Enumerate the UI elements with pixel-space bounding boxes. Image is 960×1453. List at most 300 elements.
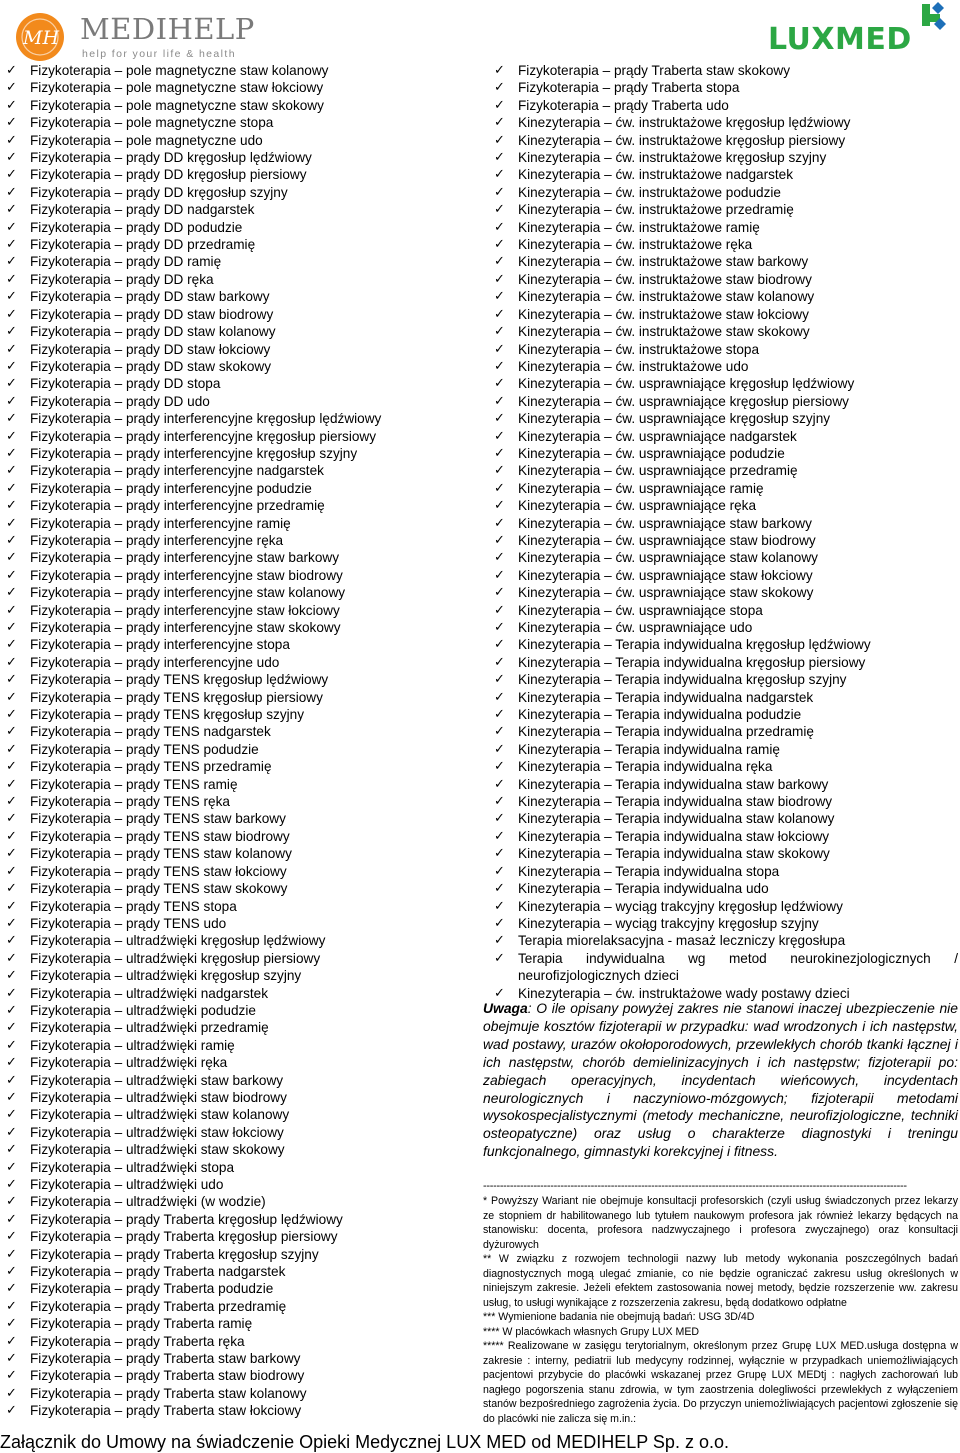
service-left-item [6,863,446,880]
check-mark-icon: ✓ [6,97,17,113]
service-left-item [6,323,446,340]
service-left-item-label: Fizykoterapia – ultradźwięki udo [30,1177,224,1192]
service-right-item [494,271,960,288]
check-mark-icon: ✓ [6,1177,17,1192]
service-left-item [6,932,446,949]
check-mark-icon: ✓ [494,393,505,409]
service-left-item-label: Fizykoterapia – prądy DD staw kolanowy [30,324,276,340]
service-right-item [494,184,960,201]
check-mark-icon: ✓ [6,237,17,253]
service-left-item-label: Fizykoterapia – pole magnetyczne udo [30,132,263,148]
service-left-item [6,741,446,758]
check-mark-icon: ✓ [6,846,17,862]
service-left-item-label: Fizykoterapia – prądy interferencyjne stopa [30,637,290,653]
service-left-item-label: Fizykoterapia – prądy TENS podudzie [30,741,259,757]
service-left-item [6,201,446,218]
check-mark-icon: ✓ [6,498,17,514]
service-left-item [6,271,446,288]
service-left-item-label: Fizykoterapia – ultradźwięki podudzie [30,1002,256,1018]
check-mark-icon: ✓ [6,150,17,166]
service-left-item-label: Fizykoterapia – prądy DD ramię [30,254,222,270]
note-text: : O ile opisany powyżej zakres nie stanowi inaczej ubezpieczenie nie obejmuje kosztów fizjoterapii w przypadku: wad wrodzonych i ich następstw, wad postawy, urazów okołoporodowych, przewlekłych chorób tkanki łącznej i ich następstw, chorób demielinizacyjnych i ich następstw; fizjoterapii po: zabiegach operacyjnych, incydentach wieńcowych, incydentach neurologicznych i naczyniowo-mózgowych; fizjoterapii metodami wysokospecjalistycznymi (metody mechaniczne, neurofizjologiczne, techniki osteopatyczne) oraz usług o charakterze diagnostyki i treningu funkcjonalnego, gimnastyki korekcyjnej i fitness. [483,1000,958,1160]
check-mark-icon: ✓ [6,1194,17,1210]
check-mark-icon: ✓ [6,985,17,1001]
service-right-item-label: Kinezyterapia – ćw. instruktażowe kręgosłup szyjny [518,150,827,166]
service-left-item [6,758,446,775]
service-right-item-label: Kinezyterapia – ćw. instruktażowe staw biodrowy [518,271,812,287]
service-right-item [494,428,960,445]
service-left-item [6,253,446,270]
check-mark-icon: ✓ [494,184,505,200]
service-right-item [494,741,960,758]
check-mark-icon: ✓ [6,515,17,531]
service-right-item-label: Kinezyterapia – Terapia indywidualna stopa [518,863,780,879]
check-mark-icon: ✓ [6,898,17,914]
service-right-item-label: Kinezyterapia – wyciąg trakcyjny kręgosłup lędźwiowy [518,898,843,914]
check-mark-icon: ✓ [494,411,505,427]
service-right-item [494,950,960,985]
service-left-item [6,636,446,653]
service-right-item-label: Kinezyterapia – ćw. instruktażowe nadgarstek [518,167,794,183]
service-right-item [494,62,960,79]
service-left-item-label: Fizykoterapia – ultradźwięki nadgarstek [30,985,269,1001]
check-mark-icon: ✓ [6,1368,17,1384]
service-right-item [494,97,960,114]
check-mark-icon: ✓ [6,306,17,322]
check-mark-icon: ✓ [494,898,505,914]
check-mark-icon: ✓ [494,202,505,218]
check-mark-icon: ✓ [494,950,505,966]
service-left-item-label: Fizykoterapia – prądy DD staw biodrowy [30,306,274,322]
check-mark-icon: ✓ [494,463,505,479]
service-left-item-label: Fizykoterapia – prądy TENS nadgarstek [30,724,271,740]
service-right-item-label: Kinezyterapia – Terapia indywidualna staw biodrowy [518,794,833,810]
service-right-item [494,793,960,810]
service-left-item [6,149,446,166]
service-left-item [6,602,446,619]
service-left-item-label: Fizykoterapia – prądy interferencyjne ramię [30,515,291,531]
medihelp-emblem-icon [14,10,70,62]
service-right-item [494,863,960,880]
service-left-item-label: Fizykoterapia – prądy DD staw skokowy [30,358,271,374]
service-right-item [494,341,960,358]
service-left-item-label: Fizykoterapia – prądy TENS kręgosłup piersiowy [30,689,323,705]
service-left-item-label: Fizykoterapia – prądy interferencyjne przedramię [30,498,325,514]
page-footer: Załącznik do Umowy na świadczenie Opieki Medycznej LUX MED od MEDIHELP Sp. z o.o. [0,1432,729,1452]
check-mark-icon: ✓ [6,1264,17,1280]
service-left-item-label: Fizykoterapia – pole magnetyczne staw kolanowy [30,63,329,78]
service-right-item-label: Kinezyterapia – ćw. usprawniające kręgosłup lędźwiowy [518,376,855,392]
check-mark-icon: ✓ [494,219,505,235]
service-left-item-label: Fizykoterapia – prądy interferencyjne ręka [30,532,284,548]
check-mark-icon: ✓ [6,1316,17,1332]
check-mark-icon: ✓ [6,1124,17,1140]
check-mark-icon: ✓ [6,915,17,931]
service-left-item-label: Fizykoterapia – prądy interferencyjne staw kolanowy [30,585,346,601]
service-right-item [494,758,960,775]
check-mark-icon: ✓ [494,289,505,305]
service-right-item-label: Kinezyterapia – ćw. usprawniające staw kolanowy [518,550,818,566]
service-left-item [6,619,446,636]
service-left-item [6,393,446,410]
service-left-item-label: Fizykoterapia – prądy Traberta staw biodrowy [30,1368,305,1384]
check-mark-icon: ✓ [494,150,505,166]
service-right-item-label: Terapia indywidualna wg metod neurokinezjologicznych / neurofizjologicznych dzieci [518,950,958,984]
check-mark-icon: ✓ [6,933,17,949]
service-left-item [6,1350,446,1367]
service-right-item-label: Kinezyterapia – ćw. usprawniające podudzie [518,445,785,461]
service-left-item-label: Fizykoterapia – ultradźwięki kręgosłup lędźwiowy [30,933,326,949]
service-left-item-label: Fizykoterapia – ultradźwięki staw barkowy [30,1072,284,1088]
service-right-item [494,636,960,653]
check-mark-icon: ✓ [6,602,17,618]
service-right-item [494,497,960,514]
check-mark-icon: ✓ [6,63,17,78]
right-service-list [494,62,960,1002]
check-mark-icon: ✓ [6,1281,17,1297]
service-right-item-label: Kinezyterapia – ćw. usprawniające staw łokciowy [518,567,813,583]
service-left-item [6,584,446,601]
service-right-item [494,602,960,619]
check-mark-icon: ✓ [6,1333,17,1349]
service-right-item-label: Kinezyterapia – ćw. instruktażowe ramię [518,219,760,235]
service-right-item-label: Kinezyterapia – ćw. instruktażowe staw barkowy [518,254,809,270]
service-left-item [6,375,446,392]
service-left-item-label: Fizykoterapia – prądy Traberta staw kolanowy [30,1385,307,1401]
check-mark-icon: ✓ [6,828,17,844]
check-mark-icon: ✓ [6,550,17,566]
check-mark-icon: ✓ [6,184,17,200]
service-left-item-label: Fizykoterapia – ultradźwięki staw kolanowy [30,1107,290,1123]
check-mark-icon: ✓ [494,846,505,862]
service-left-item [6,1298,446,1315]
service-left-item [6,793,446,810]
check-mark-icon: ✓ [6,1002,17,1018]
service-left-item-label: Fizykoterapia – prądy TENS staw skokowy [30,881,288,897]
service-left-item [6,1246,446,1263]
service-left-item-label: Fizykoterapia – prądy TENS udo [30,915,227,931]
service-right-item [494,201,960,218]
service-left-item-label: Fizykoterapia – ultradźwięki ramię [30,1037,235,1053]
service-left-item [6,950,446,967]
service-right-item-label: Kinezyterapia – Terapia indywidualna podudzie [518,707,802,723]
service-left-item [6,915,446,932]
service-left-item [6,1385,446,1402]
service-right-item-label: Kinezyterapia – ćw. instruktażowe staw kolanowy [518,289,815,305]
service-left-item [6,1089,446,1106]
service-right-item-label: Kinezyterapia – Terapia indywidualna staw skokowy [518,846,830,862]
check-mark-icon: ✓ [494,115,505,131]
check-mark-icon: ✓ [494,776,505,792]
service-left-item-label: Fizykoterapia – ultradźwięki kręgosłup szyjny [30,968,302,984]
service-right-item-label: Kinezyterapia – Terapia indywidualna udo [518,881,769,897]
check-mark-icon: ✓ [6,202,17,218]
service-left-item [6,1333,446,1350]
service-left-item [6,428,446,445]
check-mark-icon: ✓ [6,637,17,653]
service-left-item [6,1141,446,1158]
check-mark-icon: ✓ [494,550,505,566]
check-mark-icon: ✓ [6,707,17,723]
service-left-item-label: Fizykoterapia – prądy TENS staw łokciowy [30,863,287,879]
check-mark-icon: ✓ [494,689,505,705]
service-right-item-label: Fizykoterapia – prądy Traberta udo [518,97,729,113]
service-left-item-label: Fizykoterapia – prądy Traberta kręgosłup lędźwiowy [30,1211,343,1227]
service-left-item [6,79,446,96]
check-mark-icon: ✓ [6,741,17,757]
service-right-item [494,723,960,740]
service-left-item [6,219,446,236]
service-right-item [494,549,960,566]
check-mark-icon: ✓ [6,376,17,392]
service-left-item [6,567,446,584]
check-mark-icon: ✓ [494,358,505,374]
service-left-item-label: Fizykoterapia – prądy TENS przedramię [30,759,272,775]
service-right-item [494,689,960,706]
check-mark-icon: ✓ [6,689,17,705]
service-left-item [6,497,446,514]
service-left-item-label: Fizykoterapia – prądy TENS staw biodrowy [30,828,290,844]
service-right-item [494,898,960,915]
check-mark-icon: ✓ [494,741,505,757]
check-mark-icon: ✓ [6,724,17,740]
service-left-item-label: Fizykoterapia – prądy DD nadgarstek [30,202,255,218]
note-label: Uwaga [483,1000,528,1016]
check-mark-icon: ✓ [6,1403,17,1419]
service-right-item [494,236,960,253]
service-left-item-label: Fizykoterapia – ultradźwięki staw biodrowy [30,1089,287,1105]
check-mark-icon: ✓ [6,1385,17,1401]
service-right-item [494,810,960,827]
service-left-item-label: Fizykoterapia – prądy interferencyjne kręgosłup piersiowy [30,428,377,444]
check-mark-icon: ✓ [6,428,17,444]
service-left-item [6,1106,446,1123]
check-mark-icon: ✓ [494,915,505,931]
service-right-item-label: Kinezyterapia – ćw. instruktażowe przedramię [518,202,794,218]
service-right-item-label: Kinezyterapia – Terapia indywidualna przedramię [518,724,814,740]
check-mark-icon: ✓ [6,1037,17,1053]
service-left-item [6,671,446,688]
check-mark-icon: ✓ [494,794,505,810]
service-right-item [494,393,960,410]
service-left-item [6,1211,446,1228]
service-right-item-label: Kinezyterapia – ćw. instruktażowe kręgosłup lędźwiowy [518,115,851,131]
check-mark-icon: ✓ [494,341,505,357]
check-mark-icon: ✓ [6,289,17,305]
service-left-item [6,706,446,723]
service-left-item [6,410,446,427]
footnote: ** W związku z rozwojem technologii nazwy lub metody wykonania poszczególnych badań diagnostycznych mogą ulegać zmianie, co nie będzie ograniczać zakresu usług określonych w niniejszym zakresie. Jeżeli efektem zastosowania nowej metody, będzie rozszerzenie ww. zakresu usług, to usługi wynikające z rozszerzenia zakresu, będą dodatkowo odpłatne [483,1253,958,1309]
check-mark-icon: ✓ [494,672,505,688]
check-mark-icon: ✓ [6,950,17,966]
check-mark-icon: ✓ [494,828,505,844]
service-right-item-label: Kinezyterapia – ćw. usprawniające staw biodrowy [518,532,816,548]
service-left-item-label: Fizykoterapia – ultradźwięki stopa [30,1159,234,1175]
check-mark-icon: ✓ [6,341,17,357]
service-left-item [6,549,446,566]
check-mark-icon: ✓ [494,933,505,949]
service-left-item-label: Fizykoterapia – prądy interferencyjne udo [30,654,280,670]
service-right-item [494,828,960,845]
service-left-item [6,1054,446,1071]
check-mark-icon: ✓ [494,724,505,740]
service-right-item-label: Kinezyterapia – ćw. usprawniające staw barkowy [518,515,812,531]
service-right-item [494,410,960,427]
service-left-item [6,1263,446,1280]
check-mark-icon: ✓ [6,1055,17,1071]
check-mark-icon: ✓ [494,167,505,183]
check-mark-icon: ✓ [6,567,17,583]
check-mark-icon: ✓ [494,532,505,548]
service-left-item [6,985,446,1002]
service-left-item-label: Fizykoterapia – prądy Traberta nadgarstek [30,1264,286,1280]
service-left-item [6,532,446,549]
service-right-item [494,149,960,166]
check-mark-icon: ✓ [494,63,505,78]
check-mark-icon: ✓ [6,585,17,601]
service-left-item-label: Fizykoterapia – prądy TENS kręgosłup szyjny [30,707,305,723]
page-header [0,0,960,62]
service-left-item-label: Fizykoterapia – prądy DD podudzie [30,219,243,235]
service-right-item-label: Kinezyterapia – Terapia indywidualna kręgosłup lędźwiowy [518,637,871,653]
service-left-item-label: Fizykoterapia – prądy interferencyjne kręgosłup szyjny [30,445,358,461]
service-left-item [6,1193,446,1210]
check-mark-icon: ✓ [494,985,505,1001]
service-left-item-label: Fizykoterapia – prądy interferencyjne staw biodrowy [30,567,343,583]
footnotes [483,1194,958,1426]
service-right-item-label: Kinezyterapia – Terapia indywidualna staw barkowy [518,776,829,792]
service-left-item [6,828,446,845]
check-mark-icon: ✓ [494,376,505,392]
check-mark-icon: ✓ [6,1351,17,1367]
service-left-item-label: Fizykoterapia – ultradźwięki staw łokciowy [30,1124,284,1140]
service-left-item [6,689,446,706]
service-right-item [494,776,960,793]
service-left-item [6,515,446,532]
service-left-item-label: Fizykoterapia – prądy DD stopa [30,376,221,392]
check-mark-icon: ✓ [6,532,17,548]
service-left-item-label: Fizykoterapia – prądy interferencyjne staw skokowy [30,620,341,635]
service-right-item-label: Kinezyterapia – Terapia indywidualna ramię [518,741,780,757]
service-right-item [494,253,960,270]
check-mark-icon: ✓ [494,637,505,653]
check-mark-icon: ✓ [6,1159,17,1175]
check-mark-icon: ✓ [6,115,17,131]
service-left-item-label: Fizykoterapia – prądy interferencyjne staw barkowy [30,550,340,566]
check-mark-icon: ✓ [494,498,505,514]
service-left-item-label: Fizykoterapia – prądy DD kręgosłup lędźwiowy [30,150,312,166]
service-left-item [6,967,446,984]
check-mark-icon: ✓ [494,271,505,287]
service-left-item [6,184,446,201]
service-left-item-label: Fizykoterapia – ultradźwięki ręka [30,1055,228,1071]
service-right-item [494,132,960,149]
service-left-item [6,1159,446,1176]
service-left-item [6,306,446,323]
check-mark-icon: ✓ [494,445,505,461]
service-right-item [494,567,960,584]
check-mark-icon: ✓ [6,1020,17,1036]
luxmed-logo [768,0,948,58]
service-left-item [6,1124,446,1141]
check-mark-icon: ✓ [494,654,505,670]
medihelp-tagline: help for your life & health [82,48,236,60]
service-right-item [494,845,960,862]
service-right-item-label: Kinezyterapia – ćw. usprawniające kręgosłup szyjny [518,411,831,427]
service-left-item-label: Fizykoterapia – pole magnetyczne stopa [30,115,274,131]
service-right-item-label: Kinezyterapia – Terapia indywidualna ręka [518,759,773,775]
service-left-item-label: Fizykoterapia – prądy TENS kręgosłup lędźwiowy [30,672,329,688]
check-mark-icon: ✓ [494,324,505,340]
service-left-item [6,341,446,358]
luxmed-wordmark: LUXMED [768,22,912,57]
service-left-item-label: Fizykoterapia – ultradźwięki staw skokowy [30,1142,285,1158]
check-mark-icon: ✓ [6,393,17,409]
service-right-item [494,671,960,688]
service-right-item-label: Kinezyterapia – ćw. usprawniające stopa [518,602,763,618]
service-left-item [6,62,446,79]
check-mark-icon: ✓ [494,881,505,897]
service-left-item-label: Fizykoterapia – ultradźwięki przedramię [30,1020,269,1036]
service-left-item [6,462,446,479]
service-left-item [6,1280,446,1297]
service-right-item-label: Kinezyterapia – ćw. instruktażowe udo [518,358,749,374]
check-mark-icon: ✓ [6,881,17,897]
check-mark-icon: ✓ [6,811,17,827]
service-left-item [6,776,446,793]
service-left-item-label: Fizykoterapia – prądy DD staw barkowy [30,289,270,305]
check-mark-icon: ✓ [6,968,17,984]
service-right-item [494,358,960,375]
service-right-item-label: Kinezyterapia – Terapia indywidualna staw kolanowy [518,811,835,827]
check-mark-icon: ✓ [6,1246,17,1262]
service-left-item [6,810,446,827]
check-mark-icon: ✓ [6,1089,17,1105]
service-left-item-label: Fizykoterapia – prądy Traberta kręgosłup szyjny [30,1246,319,1262]
footnote-separator: ------------------------------------------------------------------------------------------------------------------------------ [483,1180,907,1192]
check-mark-icon: ✓ [6,358,17,374]
service-left-item [6,480,446,497]
service-left-item [6,1315,446,1332]
service-left-item [6,236,446,253]
check-mark-icon: ✓ [494,132,505,148]
service-left-item [6,114,446,131]
service-right-item-label: Kinezyterapia – wyciąg trakcyjny kręgosłup szyjny [518,915,819,931]
check-mark-icon: ✓ [494,620,505,635]
service-left-item-label: Fizykoterapia – pole magnetyczne staw skokowy [30,97,324,113]
service-right-item [494,584,960,601]
service-left-item [6,898,446,915]
service-right-item-label: Kinezyterapia – ćw. usprawniające nadgarstek [518,428,797,444]
service-left-item [6,880,446,897]
check-mark-icon: ✓ [6,219,17,235]
service-left-item [6,654,446,671]
service-right-item [494,515,960,532]
service-left-item [6,1002,446,1019]
service-left-item-label: Fizykoterapia – prądy interferencyjne kręgosłup lędźwiowy [30,411,382,427]
check-mark-icon: ✓ [6,167,17,183]
check-mark-icon: ✓ [6,271,17,287]
service-left-item-label: Fizykoterapia – ultradźwięki (w wodzie) [30,1194,266,1210]
service-left-item-label: Fizykoterapia – prądy DD staw łokciowy [30,341,271,357]
footnote: *** Wymienione badania nie obejmują badań: USG 3D/4D [483,1311,755,1323]
service-left-item-label: Fizykoterapia – prądy DD przedramię [30,237,256,253]
service-right-item [494,306,960,323]
service-right-item-label: Kinezyterapia – ćw. instruktażowe stopa [518,341,760,357]
check-mark-icon: ✓ [6,654,17,670]
service-left-item [6,132,446,149]
service-right-item [494,480,960,497]
